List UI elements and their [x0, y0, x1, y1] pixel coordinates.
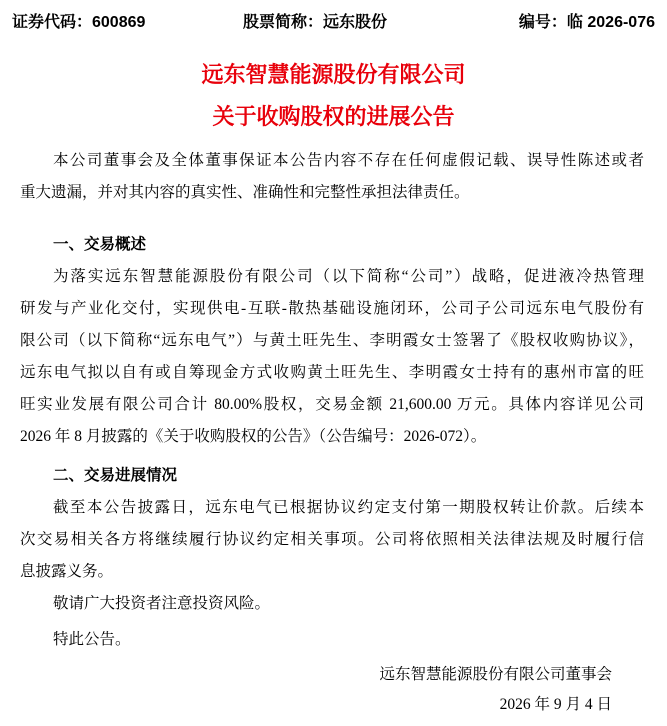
document-title-subject: 关于收购股权的进展公告 [212, 104, 455, 129]
paragraph-line: 本公司董事会及全体董事保证本公告内容不存在任何虚假记载、误导性陈述或者 [53, 152, 644, 169]
closing-paragraph [20, 624, 644, 656]
paragraph-line: 旺实业发展有限公司合计 80.00%股权，交易金额 21,600.00 万元。具体内容详见公司 [20, 396, 644, 413]
paragraph-line: 截至本公告披露日，远东电气已根据协议约定支付第一期股权转让价款。后续本 [53, 499, 644, 516]
paragraph-line: 重大遗漏，并对其内容的真实性、准确性和完整性承担法律责任。 [20, 184, 470, 201]
section-heading: 二、交易进展情况 [53, 467, 178, 484]
notice-number: 编号：临 2026-076 [518, 14, 655, 31]
paragraph-line: 远东电气拟以自有或自筹现金方式收购黄土旺先生、李明霞女士持有的惠州市富的旺 [20, 364, 644, 381]
overview-paragraph [20, 261, 644, 453]
issuer-signature: 远东智慧能源股份有限公司董事会 [379, 666, 612, 683]
paragraph-line: 限公司（以下简称“远东电气”）与黄土旺先生、李明霞女士签署了《股权收购协议》， [20, 332, 644, 349]
paragraph-line: 研发与产业化交付，实现供电-互联-散热基础设施闭环，公司子公司远东电气股份有 [20, 300, 644, 317]
progress-paragraph [20, 492, 644, 588]
paragraph-line: 特此公告。 [53, 631, 131, 648]
paragraph-line: 敬请广大投资者注意投资风险。 [53, 595, 271, 612]
paragraph-line: 2026 年 8 月披露的《关于收购股权的公告》（公告编号：2026-072）。 [20, 428, 487, 445]
stock-code: 证券代码：600869 [12, 14, 146, 31]
stock-name: 股票简称：远东股份 [243, 14, 388, 31]
document-title-company: 远东智慧能源股份有限公司 [201, 62, 466, 87]
paragraph-line: 息披露义务。 [20, 563, 114, 580]
paragraph-line: 次交易相关各方将继续履行协议约定相关事项。公司将依照相关法律法规及时履行信 [20, 531, 644, 548]
statement-paragraph [20, 145, 644, 209]
section-heading: 一、交易概述 [53, 236, 147, 253]
issue-date: 2026 年 9 月 4 日 [499, 696, 612, 713]
paragraph-line: 为落实远东智慧能源股份有限公司（以下简称“公司”）战略，促进液冷热管理 [53, 268, 644, 285]
risk-notice-paragraph [20, 588, 644, 620]
section-heading-overview [20, 229, 644, 261]
section-heading-progress [20, 460, 644, 492]
